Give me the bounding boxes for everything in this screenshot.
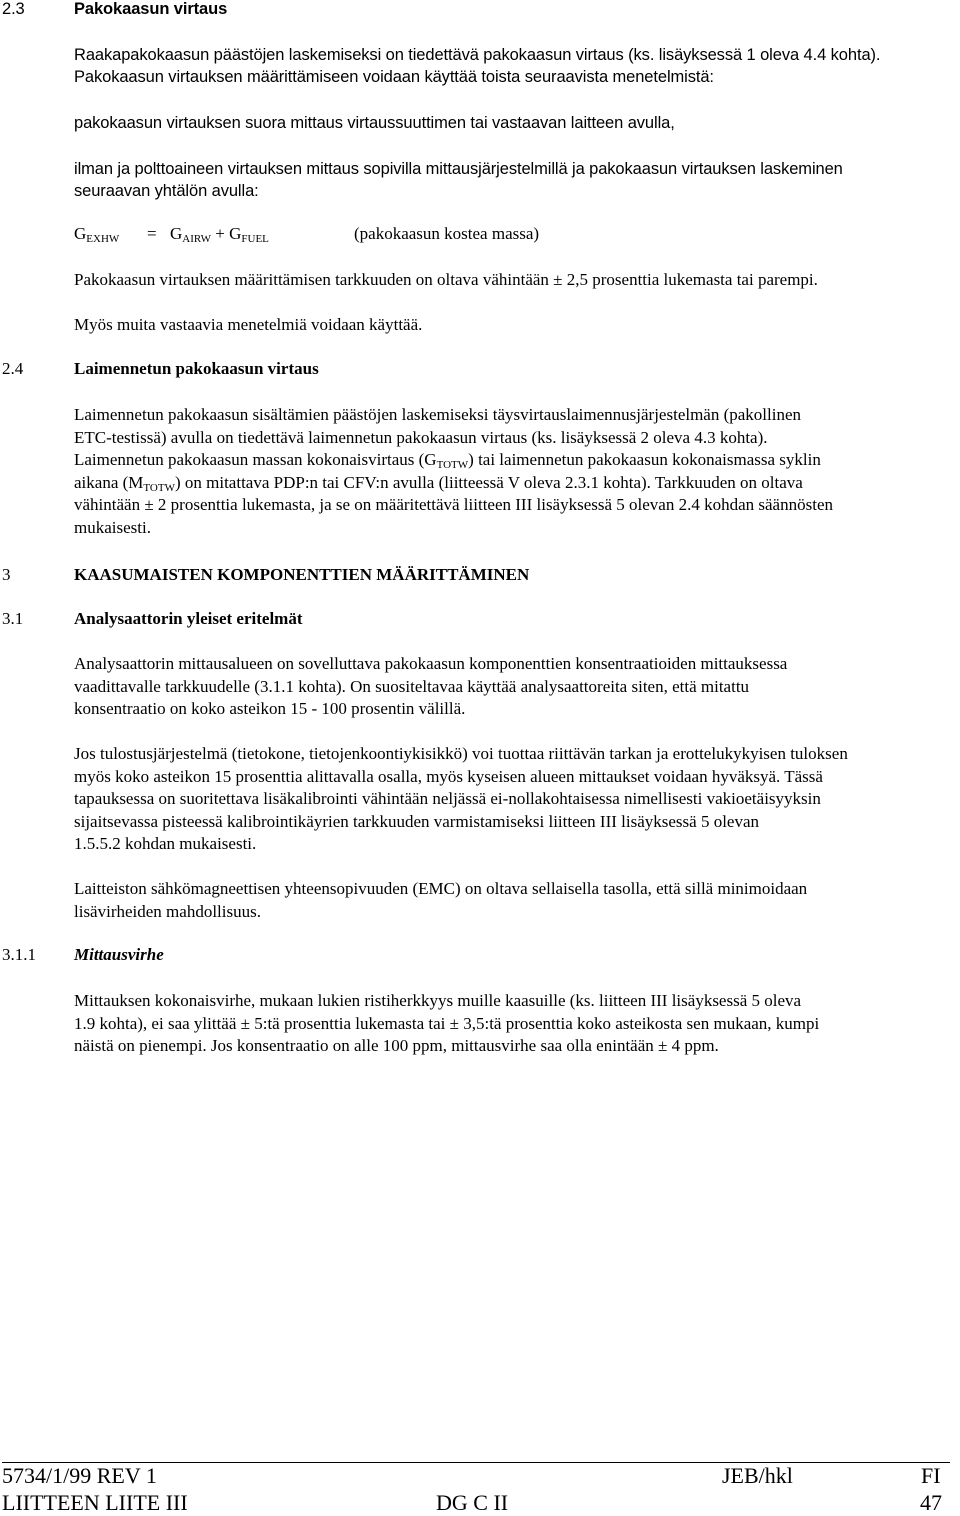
paragraph-line: vaadittavalle tarkkuudelle (3.1.1 kohta). On suositeltavaa käyttää analysaattoreita siten, että mitattu (74, 676, 750, 696)
text-run: Laimennetun pakokaasun massan kokonaisvirtaus (G (74, 450, 437, 469)
equation-subscript: EXHW (86, 233, 120, 245)
paragraph-line: tapauksessa on suoritettava lisäkalibrointi vähintään neljässä ei-nollakohtaisessa nimellisesti vakioetäisyyksin (74, 789, 821, 808)
footer-author: JEB/hkl (722, 1463, 793, 1488)
paragraph-line: Pakokaasun virtauksen määrittämiseen voidaan käyttää toista seuraavista menetelmistä: (74, 68, 714, 86)
paragraph-line: seuraavan yhtälön avulla: (74, 182, 259, 200)
paragraph-line: ETC-testissä) avulla on tiedettävä laimennetun pakokaasun virtaus (ks. lisäyksessä 2 oleva 4.3 kohta). (74, 427, 768, 447)
footer-doc-ref: 5734/1/99 REV 1 (2, 1463, 157, 1488)
equation-subscript: FUEL (241, 233, 269, 245)
paragraph-line: Mittauksen kokonaisvirhe, mukaan lukien ristiherkkyys muille kaasuille (ks. liitteen III lisäyksessä 5 oleva (74, 991, 802, 1010)
paragraph-line: näistä on pienempi. Jos konsentraatio on alle 100 ppm, mittausvirhe saa olla enintään ± 4 ppm. (74, 1036, 719, 1055)
paragraph-line: vähintään ± 2 prosenttia lukemasta, ja se on määritettävä liitteen III lisäyksessä 5 olevan 2.4 kohdan säännösten (74, 495, 833, 514)
symbol-subscript: TOTW (143, 481, 175, 494)
method-option: pakokaasun virtauksen suora mittaus virtaussuuttimen tai vastaavan laitteen avulla, (74, 114, 675, 132)
paragraph-line: mukaisesti. (74, 517, 151, 537)
paragraph-line: konsentraatio on koko asteikon 15 - 100 prosentin välillä. (74, 699, 466, 718)
paragraph-line: Jos tulostusjärjestelmä (tietokone, tietojenkoontiykisikkö) voi tuottaa riittävän tarkan ja erottelukykyisen tuloksen (74, 744, 848, 763)
section-heading: Mittausvirhe (74, 945, 164, 964)
section-number: 3.1.1 (2, 945, 36, 964)
flow-equation-rhs (170, 224, 269, 244)
paragraph-line: Analysaattorin mittausalueen on sovelluttava pakokaasun komponenttien konsentraatioiden mittauksessa (74, 654, 788, 673)
paragraph (74, 743, 848, 856)
paragraph-line: myös koko asteikon 15 prosenttia alittavalla osalla, myös kyseisen alueen mittaukset voidaan hyväksyä. Tässä (74, 766, 823, 786)
paragraph (74, 653, 787, 721)
section-number: 2.4 (2, 359, 24, 378)
equation-operator: = (147, 224, 157, 243)
equation-symbol: G (170, 224, 183, 243)
section-number: 2.3 (2, 0, 25, 18)
equation-note: (pakokaasun kostea massa) (354, 224, 540, 243)
text-run: ) tai laimennetun pakokaasun kokonaismassa syklin (468, 450, 821, 469)
section-heading: Laimennetun pakokaasun virtaus (74, 359, 319, 378)
text-run: ) on mitattava PDP:n tai CFV:n avulla (liitteessä V oleva 2.3.1 kohta). Tarkkuuden on oltava (174, 472, 803, 492)
equation-subscript: AIRW (182, 233, 212, 245)
section-number: 3 (2, 565, 11, 584)
footer-page-number: 47 (920, 1490, 942, 1515)
paragraph-line (74, 472, 833, 495)
section-heading: Pakokaasun virtaus (74, 0, 228, 18)
flow-equation (74, 224, 119, 244)
paragraph (74, 878, 807, 923)
equation-symbol: G (74, 224, 87, 243)
section-number: 3.1 (2, 609, 24, 628)
equation-operator: + (215, 224, 225, 243)
paragraph-line (74, 449, 833, 472)
text-run: aikana (M (74, 472, 144, 492)
paragraph-line: Myös muita vastaavia menetelmiä voidaan käyttää. (74, 315, 423, 334)
footer-language: FI (921, 1463, 941, 1488)
section-heading: KAASUMAISTEN KOMPONENTTIEN MÄÄRITTÄMINEN (74, 565, 530, 584)
paragraph (74, 404, 833, 539)
equation-symbol: G (229, 224, 242, 243)
paragraph-line: Laimennetun pakokaasun sisältämien päästöjen laskemiseksi täysvirtauslaimennusjärjestelmän (pakollinen (74, 405, 802, 424)
symbol-subscript: TOTW (436, 459, 469, 471)
paragraph-line: lisävirheiden mahdollisuus. (74, 901, 261, 921)
section-heading: Analysaattorin yleiset eritelmät (74, 609, 303, 628)
paragraph-line: 1.5.5.2 kohdan mukaisesti. (74, 834, 257, 853)
paragraph-line: ilman ja polttoaineen virtauksen mittaus sopivilla mittausjärjestelmillä ja pakokaasun virtauksen laskeminen (74, 160, 843, 178)
accuracy-statement: Pakokaasun virtauksen määrittämisen tarkkuuden on oltava vähintään ± 2,5 prosenttia lukemasta tai parempi. (74, 270, 818, 289)
paragraph-line: Laitteiston sähkömagneettisen yhteensopivuuden (EMC) on oltava sellaisella tasolla, että sillä minimoidaan (74, 879, 808, 898)
paragraph-line: sijaitsevassa pisteessä kalibrointikäyrien tarkkuuden varmistamiseksi liitteen III lisäyksessä 5 olevan (74, 811, 760, 831)
footer-annex: LIITTEEN LIITE III (2, 1490, 188, 1515)
paragraph-line: 1.9 kohta), ei saa ylittää ± 5:tä prosenttia lukemasta tai ± 3,5:tä prosenttia koko asteikosta sen mukaan, kumpi (74, 1013, 820, 1033)
paragraph-line: Raakapakokaasun päästöjen laskemiseksi on tiedettävä pakokaasun virtaus (ks. lisäyksessä 1 oleva 4.4 kohta). (74, 46, 881, 64)
paragraph (74, 990, 819, 1058)
footer-dg: DG C II (436, 1490, 509, 1515)
